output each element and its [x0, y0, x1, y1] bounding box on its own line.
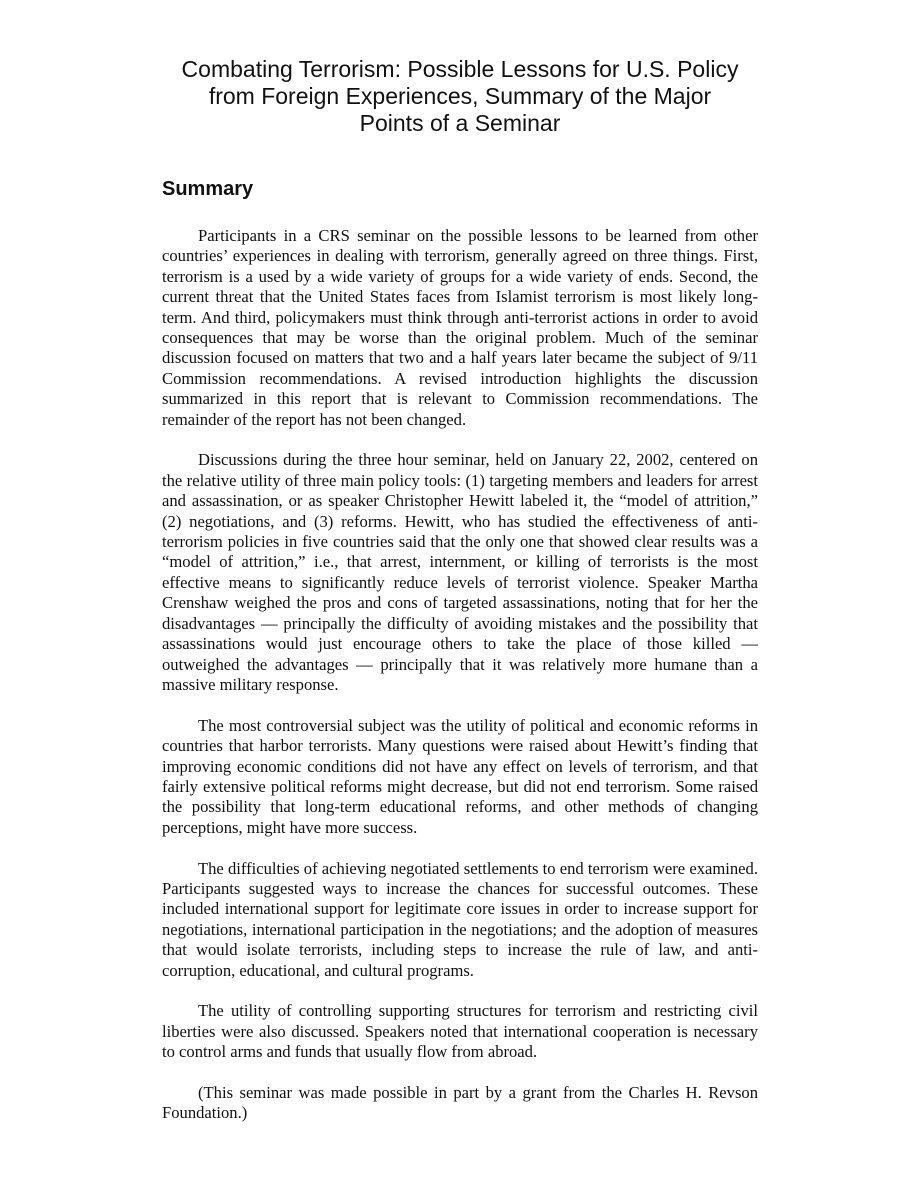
title-line: Combating Terrorism: Possible Lessons for U.S. Policy	[181, 56, 739, 82]
paragraph-negotiations: The difficulties of achieving negotiated settlements to end terrorism were examined. Participants suggested ways to increase the chances for successful outcomes. These included international support for legitimate core issues in order to increase support for negotiations, international participation in the negotiations; and the adoption of measures that would isolate terrorists, including steps to increase the rule of law, and anti-corruption, educational, and cultural programs.	[162, 858, 758, 980]
paragraph-acknowledgment: (This seminar was made possible in part by a grant from the Charles H. Revson Foundation.)	[162, 1082, 758, 1123]
title-line: from Foreign Experiences, Summary of the Major	[208, 83, 712, 109]
section-heading: Summary	[162, 178, 254, 200]
paragraph-reforms: The most controversial subject was the utility of political and economic reforms in countries that harbor terrorists. Many questions were raised about Hewitt’s finding that improving economic conditions did not have any effect on levels of terrorism, and that fairly extensive political reforms might decrease, but did not end terrorism. Some raised the possibility that long-term educational reforms, and other methods of changing perceptions, might have more success.	[162, 715, 758, 837]
paragraph-civil-liberties: The utility of controlling supporting structures for terrorism and restricting civil liberties were also discussed. Speakers noted that international cooperation is necessary to control arms and funds that usually flow from abroad.	[162, 1001, 758, 1062]
paragraph-policy-tools: Discussions during the three hour seminar, held on January 22, 2002, centered on the relative utility of three main policy tools: (1) targeting members and leaders for arrest and assassination, or as speaker Christopher Hewitt labeled it, the “model of attrition,” (2) negotiations, and (3) reforms. Hewitt, who has studied the effectiveness of anti-terrorism policies in five countries said that the only one that showed clear results was a “model of attrition,” i.e., that arrest, internment, or killing of terrorists is the most effective means to significantly reduce levels of terrorist violence. Speaker Martha Crenshaw weighed the pros and cons of targeted assassinations, noting that for her the disadvantages — principally the difficulty of avoiding mistakes and the possibility that assassinations would just encourage others to take the place of those killed — outweighed the advantages — principally that it was relatively more humane than a massive military response.	[162, 450, 758, 694]
paragraph-intro: Participants in a CRS seminar on the possible lessons to be learned from other countries’ experiences in dealing with terrorism, generally agreed on three things. First, terrorism is a used by a wide variety of groups for a wide variety of ends. Second, the current threat that the United States faces from Islamist terrorism is most likely long-term. And third, policymakers must think through anti-terrorist actions in order to avoid consequences that may be worse than the original problem. Much of the seminar discussion focused on matters that two and a half years later became the subject of 9/11 Commission recommendations. A revised introduction highlights the discussion summarized in this report that is relevant to Commission recommendations. The remainder of the report has not been changed.	[162, 226, 758, 429]
document-title	[162, 56, 758, 137]
title-line: Points of a Seminar	[359, 110, 561, 136]
document-page	[162, 56, 758, 1124]
